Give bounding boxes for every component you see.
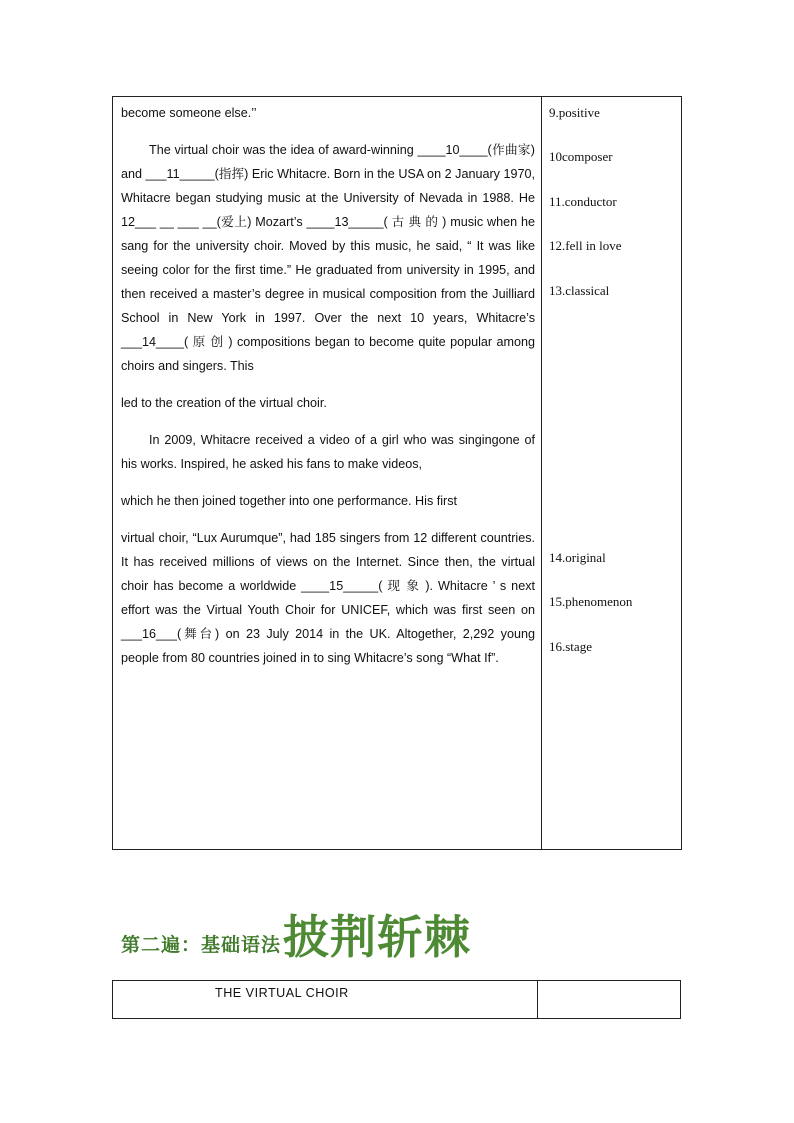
answer-14: 14.original bbox=[549, 550, 606, 565]
passage-paragraph: virtual choir, “Lux Aurumque”, had 185 singers from 12 different countries. It has received millions of views on the Internet. Since then, the virtual choir has become a worldwide ____15_____( 现 象 ). Whitacre ’ s next effort was the Virtual Youth Choir for UNICEF, which was first seen on ___16___(舞台) on 23 July 2014 in the UK. Altogether, 2,292 young people from 80 countries joined in to sing Whitacre’s song “What If”. bbox=[121, 531, 535, 665]
paragraph-gap bbox=[121, 415, 535, 428]
answer-cell bbox=[542, 97, 682, 850]
section-heading-title: 披荆斩棘 bbox=[283, 910, 472, 964]
passage-line: become someone else.’’ bbox=[121, 106, 257, 120]
answer-11: 11.conductor bbox=[549, 194, 617, 209]
section-heading-label: 第二遍：基础语法 bbox=[121, 934, 282, 956]
answer-13: 13.classical bbox=[549, 283, 610, 298]
answer-10: 10composer bbox=[549, 149, 613, 164]
paragraph-gap bbox=[121, 125, 535, 138]
grammar-title-cell bbox=[113, 981, 538, 1019]
grammar-table bbox=[112, 980, 681, 1019]
exercise-table bbox=[112, 96, 682, 850]
answer-16: 16.stage bbox=[549, 639, 592, 654]
passage-text bbox=[113, 97, 541, 670]
answer-key bbox=[542, 97, 681, 849]
answer-9: 9.positive bbox=[549, 105, 600, 120]
answer-12: 12.fell in love bbox=[549, 238, 622, 253]
passage-line: which he then joined together into one performance. His first bbox=[121, 494, 458, 508]
paragraph-gap bbox=[121, 476, 535, 489]
grammar-table-title: THE VIRTUAL CHOIR bbox=[215, 986, 349, 1000]
paragraph-gap bbox=[121, 378, 535, 391]
passage-line: led to the creation of the virtual choir. bbox=[121, 396, 327, 410]
answer-15: 15.phenomenon bbox=[549, 594, 633, 609]
passage-paragraph: In 2009, Whitacre received a video of a girl who was singingone of his works. Inspired, he asked his fans to make videos, bbox=[121, 433, 535, 471]
section-heading bbox=[121, 905, 471, 965]
passage-paragraph: The virtual choir was the idea of award-winning ____10____(作曲家) and ___11_____(指挥) Eric Whitacre. Born in the USA on 2 January 1970, Whitacre began studying music at the University of Nevada in 1988. He 12___ __ ___ __(爱上) Mozart’s ____13_____( 古 典 的 ) music when he sang for the university choir. Moved by this music, he said, “ It was like seeing color for the first time.” He graduated from university in 1995, and then received a master’s degree in musical composition from the Juilliard School in New York in 1997. Over the next 10 years, Whitacre’s ___14____( 原 创 ) compositions began to become quite popular among choirs and singers. This bbox=[121, 143, 535, 373]
passage-cell bbox=[113, 97, 542, 850]
paragraph-gap bbox=[121, 513, 535, 526]
grammar-empty-cell bbox=[538, 981, 681, 1019]
